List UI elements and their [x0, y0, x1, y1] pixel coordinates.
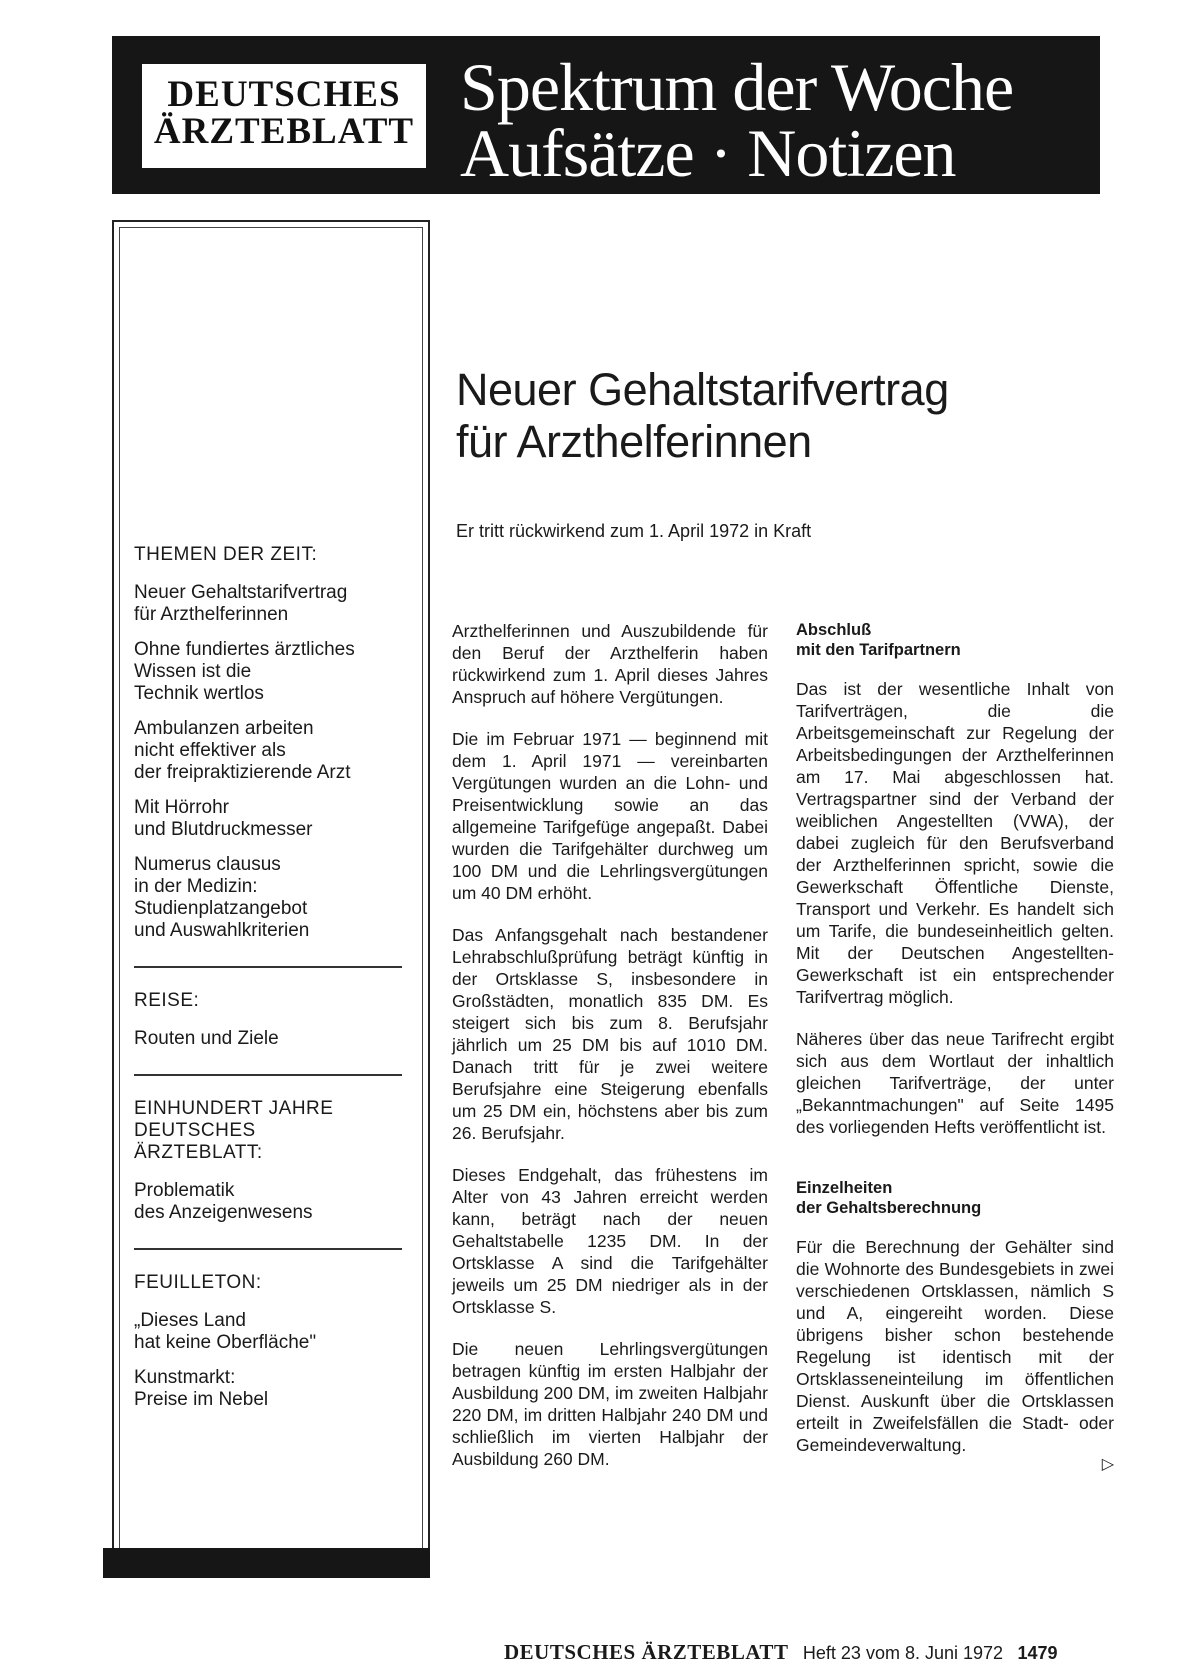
- masthead-title: [460, 49, 1014, 191]
- page-footer: [504, 1640, 1104, 1665]
- spacer: [796, 1158, 1114, 1178]
- toc-item[interactable]: Problematik des Anzeigenwesens: [134, 1180, 313, 1223]
- masthead-title-line-1: Spektrum der Woche: [460, 49, 1014, 125]
- toc-divider: [134, 966, 402, 968]
- paragraph: Die neuen Lehrlingsvergütungen betragen künftig im ersten Halbjahr der Ausbildung 200 DM, im zweiten Halbjahr 220 DM, im dritten Halbjahr 240 DM und schließlich im vierten Halbjahr der Ausbildung 260 DM.: [452, 1339, 768, 1469]
- toc-item[interactable]: Ohne fundiertes ärztliches Wissen ist die Technik wertlos: [134, 639, 355, 704]
- page-number: 1479: [1017, 1643, 1058, 1663]
- logo-line-2: ÄRZTEBLATT: [153, 111, 415, 152]
- article-subheadline: Er tritt rückwirkend zum 1. April 1972 in Kraft: [456, 521, 812, 541]
- logo: [142, 64, 426, 168]
- article-headline: [456, 364, 1056, 468]
- contents-sidebar: [112, 220, 430, 1572]
- toc-divider: [134, 1248, 402, 1250]
- toc-item[interactable]: Mit Hörrohr und Blutdruckmesser: [134, 797, 313, 840]
- paragraph: Arzthelferinnen und Auszubildende für den Beruf der Arzthelferin haben rückwirkend zum 1. April dieses Jahres Anspruch auf höhere Vergütungen.: [452, 621, 768, 707]
- toc-item[interactable]: Kunstmarkt: Preise im Nebel: [134, 1367, 269, 1410]
- toc-section-heading: FEUILLETON:: [134, 1272, 262, 1293]
- toc-item[interactable]: „Dieses Land hat keine Oberfläche": [134, 1310, 317, 1353]
- article-column-1: [452, 620, 768, 1490]
- paragraph: Das ist der wesentliche Inhalt von Tarifverträgen, die die Arbeitsgemeinschaft zur Regelung der Arbeitsbedingungen der Arzthelferinnen am 17. Mai abgeschlossen hat. Vertragspartner sind der Verband der weiblichen Angestellten (VWA), der dabei zugleich für den Berufsverband der Arzthelferinnen spricht, sowie die Gewerkschaft Öffentliche Dienste, Transport und Verkehr. Es handelt sich um Tarife, die bundeseinheitlich gelten. Mit der Deutschen Angestellten-Gewerkschaft ist ein entsprechender Tarifvertrag möglich.: [796, 679, 1114, 1007]
- continue-arrow-icon: ▷: [1101, 1456, 1114, 1473]
- footer-brand: DEUTSCHES ÄRZTEBLATT: [504, 1640, 789, 1664]
- table-of-contents: [134, 544, 414, 1424]
- sidebar-base-bar: [103, 1548, 430, 1578]
- toc-item[interactable]: Neuer Gehaltstarifvertrag für Arzthelferinnen: [134, 582, 348, 625]
- paragraph: Das Anfangsgehalt nach bestandener Lehrabschlußprüfung beträgt künftig in der Ortsklasse S, insbesondere in Großstädten, monatlich 835 DM. Es steigert sich bis zum 8. Berufsjahr jährlich um 25 DM bis auf 1010 DM. Danach tritt für je zwei weitere Berufsjahre eine Steigerung ebenfalls um 25 DM ein, höchstens aber bis zum 26. Berufsjahr.: [452, 925, 768, 1143]
- section-heading: Abschluß mit den Tarifpartnern: [796, 621, 961, 659]
- toc-item[interactable]: Numerus clausus in der Medizin: Studienplatzangebot und Auswahlkriterien: [134, 854, 310, 941]
- masthead: [112, 36, 1100, 194]
- paragraph: Die im Februar 1971 — beginnend mit dem 1. April 1971 — vereinbarten Vergütungen wurden an die Lohn- und Preisentwicklung sowie an das allgemeine Tarifgefüge angepaßt. Dabei wurden die Tarifgehälter durchweg um 100 DM und die Lehrlingsvergütungen um 40 DM erhöht.: [452, 729, 768, 903]
- headline-line-2: für Arzthelferinnen: [456, 416, 812, 467]
- paragraph: Dieses Endgehalt, das frühestens im Alter von 43 Jahren erreicht werden kann, beträgt nach der neuen Gehaltstabelle 1235 DM. In der Ortsklasse A sind die Tarifgehälter jeweils um 25 DM niedriger als in der Ortsklasse S.: [452, 1165, 768, 1317]
- toc-section-heading: THEMEN DER ZEIT:: [134, 544, 318, 565]
- section-heading: Einzelheiten der Gehaltsberechnung: [796, 1179, 982, 1217]
- logo-line-1: DEUTSCHES: [167, 74, 401, 115]
- headline-line-1: Neuer Gehaltstarifvertrag: [456, 364, 949, 415]
- footer-issue: Heft 23 vom 8. Juni 1972: [802, 1643, 1004, 1663]
- paragraph: Für die Berechnung der Gehälter sind die Wohnorte des Bundesgebiets in zwei verschiedenen Ortsklassen, nämlich S und A, eingereiht worden. Diese übrigens bisher schon bestehende Regelung ist identisch mit der Ortsklasseneinteilung im öffentlichen Dienst. Auskunft über die Ortsklassen erteilt in Zweifelsfällen die Stadt- oder Gemeindeverwaltung.: [796, 1237, 1114, 1455]
- toc-section-heading: REISE:: [134, 990, 200, 1011]
- article-column-2: [796, 620, 1114, 1476]
- toc-item[interactable]: Ambulanzen arbeiten nicht effektiver als der freipraktizierende Arzt: [134, 718, 351, 783]
- masthead-title-line-2: Aufsätze · Notizen: [460, 115, 956, 191]
- paragraph: Näheres über das neue Tarifrecht ergibt sich aus dem Wortlaut der inhaltlich gleichen Tarifverträge, der unter „Bekanntmachungen" auf Seite 1495 des vorliegenden Hefts veröffentlicht ist.: [796, 1029, 1114, 1137]
- toc-item[interactable]: Routen und Ziele: [134, 1028, 279, 1049]
- toc-section-heading: EINHUNDERT JAHRE DEUTSCHES ÄRZTEBLATT:: [134, 1098, 334, 1163]
- toc-divider: [134, 1074, 402, 1076]
